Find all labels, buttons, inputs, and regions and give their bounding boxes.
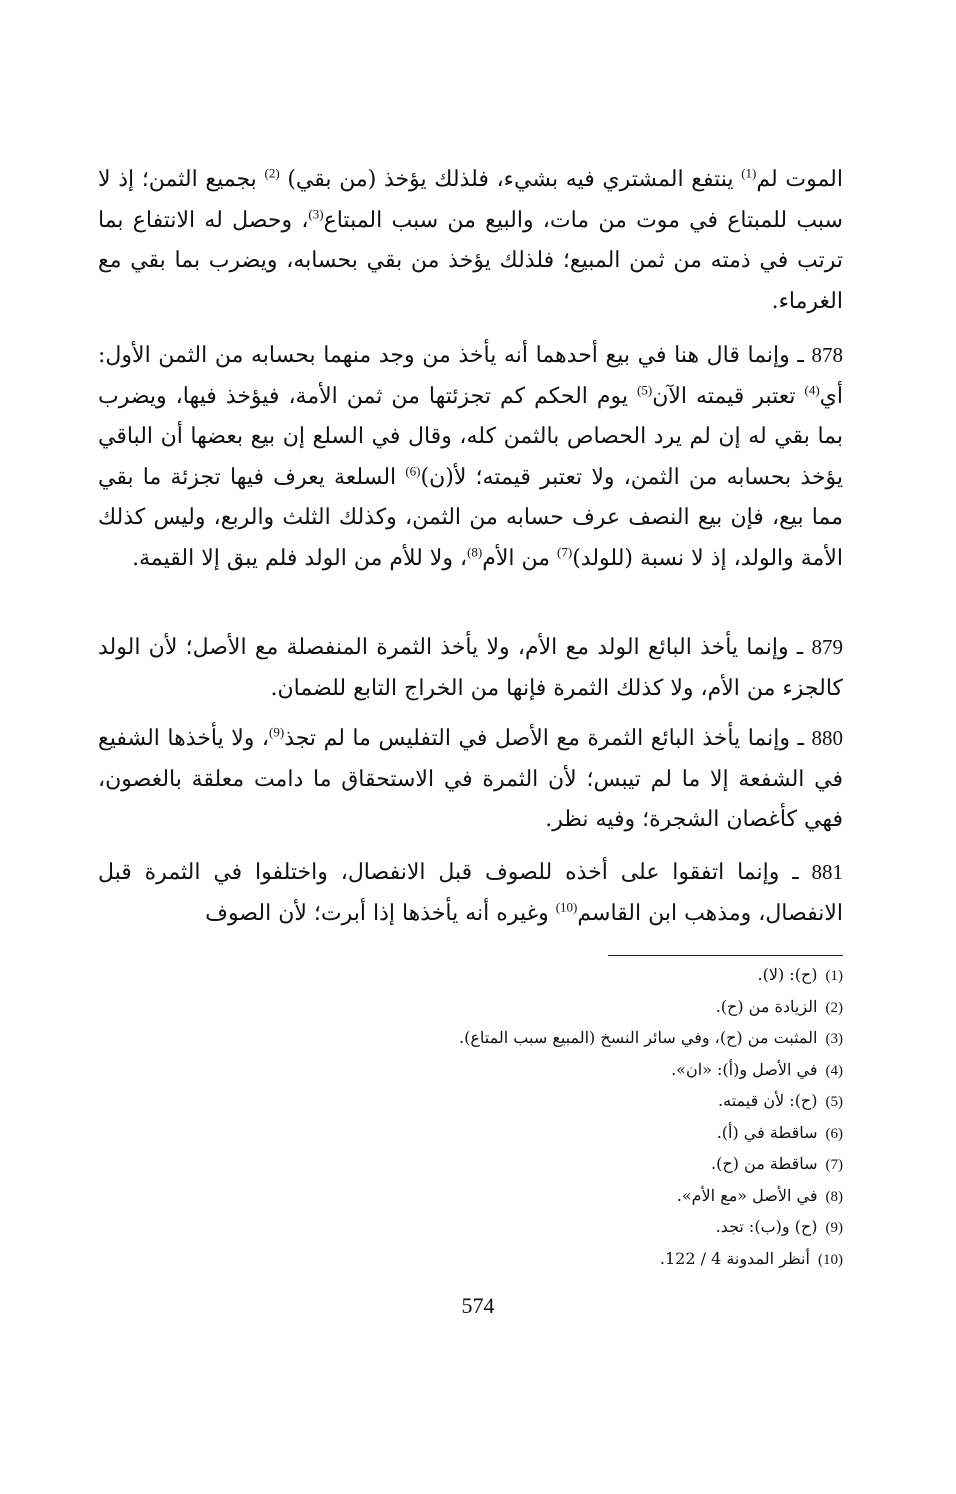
footnote-number: (8) <box>825 1188 843 1205</box>
text-run: ينتفع المشتري فيه بشيء، فلذلك يؤخذ (من بقي) <box>279 167 742 192</box>
footnote-text: الزيادة من (ح). <box>715 996 818 1016</box>
text-run: بجميع الثمن؛ إذ لا سبب للمبتاع في موت من مات، والبيع من سبب المبتاع <box>98 167 843 233</box>
footnote-item <box>98 960 843 992</box>
text-run: الموت لم <box>756 167 843 192</box>
footnote-ref: (6) <box>405 463 421 479</box>
footnote-text: في الأصل «مع الأم». <box>676 1185 818 1205</box>
text-run: من الأم <box>482 545 558 571</box>
footnote-text: أنظر المدونة 4 / 122. <box>659 1248 810 1268</box>
text-run: وغيره أنه يأخذها إذا أبرت؛ لأن الصوف <box>205 900 556 926</box>
footnote-item <box>98 992 843 1024</box>
intro-paragraph <box>98 160 843 322</box>
section-880 <box>98 718 843 841</box>
footnote-ref: (7) <box>557 544 573 560</box>
footnotes-list <box>98 960 843 1275</box>
footnote-item <box>98 1086 843 1118</box>
footnote-item <box>98 1244 843 1276</box>
footnote-ref: (9) <box>269 724 285 740</box>
section-878 <box>98 335 843 579</box>
text-run: ، ولا يأخذها الشفيع في الشفعة إلا ما لم تيبس؛ لأن الثمرة في الاستحقاق ما دامت معلقة بالغصون، فهي كأغصان الشجرة؛ وفيه نظر. <box>98 726 843 832</box>
footnote-number: (5) <box>825 1094 843 1110</box>
text-run: ـ وإنما يأخذ البائع الولد مع الأم، ولا يأخذ الثمرة المنفصلة مع الأصل؛ لأن الولد كالجزء من الأم، ولا كذلك الثمرة فإنها من الخراج التابع للضمان. <box>98 635 843 701</box>
footnote-item <box>98 1023 843 1055</box>
footnote-number: (10) <box>818 1251 843 1268</box>
text-run: يوم الحكم كم تجزئتها من ثمن الأمة، فيؤخذ فيها، ويضرب بما بقي له إن لم يرد الحصاص بالثمن كله، وقال في السلع إن بيع بعضها أن الباقي يؤخذ بحسابه من الثمن، ولا تعتبر قيمته؛ لأ(ن) <box>98 383 843 490</box>
section-number: 878 <box>811 343 843 367</box>
text-run: ، ولا للأم من الولد فلم يبق إلا القيمة. <box>132 545 468 571</box>
footnote-number: (6) <box>825 1125 843 1142</box>
footnote-text: المثبت من (ح)، وفي سائر النسخ (المبيع سبب المتاع). <box>459 1028 818 1047</box>
text-run: تعتبر قيمته الآن <box>652 383 805 409</box>
footnote-number: (9) <box>825 1220 843 1236</box>
text-run: السلعة يعرف فيها تجزئة ما بقي مما بيع، فإن بيع النصف عرف حسابه من الثمن، وكذلك الثلث والربع، وليس كذلك الأمة والولد، إذ لا نسبة (للولد) <box>98 464 843 571</box>
footnote-number: (1) <box>825 968 843 984</box>
footnote-text: (ح) و(ب): تجد. <box>715 1217 818 1236</box>
text-run: ـ وإنما اتفقوا على أخذه للصوف قبل الانفصال، واختلفوا في الثمرة قبل الانفصال، ومذهب ابن القاسم <box>98 860 843 926</box>
footnote-divider <box>608 955 843 956</box>
section-number: 880 <box>811 726 843 750</box>
footnote-item <box>98 1212 843 1244</box>
footnote-number: (2) <box>825 999 843 1016</box>
footnote-ref: (2) <box>264 165 280 181</box>
footnote-text: (ح): (لا). <box>757 965 818 984</box>
footnote-item <box>98 1055 843 1087</box>
page-number: 574 <box>461 1293 495 1318</box>
footnote-text: في الأصل و(أ): «ان». <box>671 1059 818 1079</box>
footnote-ref: (8) <box>467 544 483 560</box>
text-run: ـ وإنما يأخذ البائع الثمرة مع الأصل في التفليس ما لم تجذ <box>284 726 812 751</box>
footnote-ref: (1) <box>741 165 757 181</box>
footnote-number: (3) <box>825 1031 843 1047</box>
footnote-text: (ح): لأن قيمته. <box>718 1091 818 1110</box>
footnote-number: (4) <box>825 1062 843 1079</box>
footnote-text: ساقطة من (ح). <box>711 1154 818 1173</box>
footnote-number: (7) <box>825 1157 843 1173</box>
text-run: ، وحصل له الانتفاع بما ترتب في ذمته من ثمن المبيع؛ فلذلك يؤخذ من بقي بحسابه، ويضرب بما بقي مع الغرماء. <box>98 207 843 314</box>
footnote-ref: (3) <box>308 206 324 222</box>
section-881 <box>98 852 843 934</box>
footnote-item <box>98 1118 843 1150</box>
footnote-ref: (4) <box>804 382 820 398</box>
text-run: ـ وإنما قال هنا في بيع أحدهما أنه يأخذ من وجد منهما بحسابه من الثمن الأول: أي <box>98 343 843 409</box>
section-879 <box>98 627 843 709</box>
section-number: 879 <box>811 635 843 659</box>
footnote-item <box>98 1149 843 1181</box>
section-number: 881 <box>811 860 843 884</box>
footnote-item <box>98 1181 843 1213</box>
footnote-ref: (5) <box>637 382 653 398</box>
footnote-text: ساقطة في (أ). <box>716 1122 818 1142</box>
footnote-ref: (10) <box>555 899 578 915</box>
